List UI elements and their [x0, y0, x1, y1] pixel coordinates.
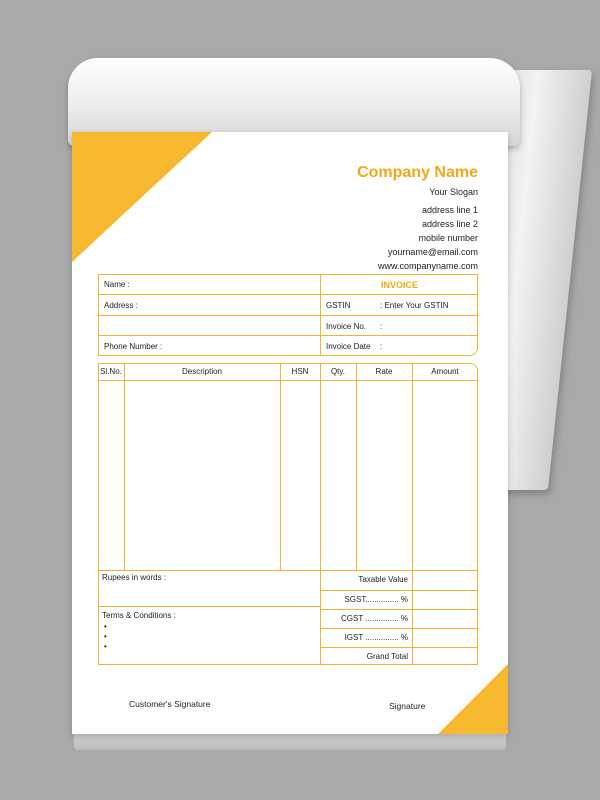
invoice-date-label: Invoice Date [326, 342, 371, 351]
invoice-no-label: Invoice No. [326, 322, 367, 331]
terms-bullet: • [104, 632, 107, 641]
company-block [357, 162, 478, 273]
signature-label: Signature [389, 701, 426, 711]
company-address-line-2: address line 2 [421, 219, 478, 229]
table-column-line [280, 363, 281, 570]
col-header-description: Description [181, 367, 222, 376]
totals-row-line [320, 590, 478, 591]
gstin-value: : Enter Your GSTIN [380, 301, 449, 310]
address-label: Address : [104, 301, 138, 310]
invoice-sheet [72, 132, 508, 734]
cgst-label: CGST ............... % [341, 614, 408, 623]
name-label: Name : [104, 280, 130, 289]
corner-triangle-bottom-right [438, 664, 508, 734]
invoice-date-separator: : [380, 342, 383, 351]
company-address-line-1: address line 1 [421, 205, 478, 215]
company-email: yourname@email.com [387, 247, 478, 257]
table-header-line [98, 380, 478, 381]
table-column-line [356, 363, 357, 570]
table-body-bottom-line [98, 570, 478, 571]
customer-signature-label: Customer's Signature [129, 699, 211, 709]
table-column-line [124, 363, 125, 570]
company-name: Company Name [357, 164, 478, 181]
company-website: www.companyname.com [377, 261, 478, 271]
grand-total-label: Grand Total [366, 652, 408, 661]
company-slogan: Your Slogan [429, 187, 478, 197]
corner-triangle-top-left [72, 132, 212, 262]
col-header-amount: Amount [431, 367, 459, 376]
rupees-in-words-label: Rupees in words : [102, 573, 167, 582]
totals-row-line [320, 609, 478, 610]
invoice-title: INVOICE [380, 280, 418, 290]
phone-label: Phone Number : [104, 342, 163, 351]
terms-label: Terms & Conditions : [102, 611, 176, 620]
invoice-no-separator: : [380, 322, 383, 331]
col-header-hsn: HSN [291, 367, 309, 376]
col-header-rate: Rate [375, 367, 393, 376]
totals-row-line [320, 647, 478, 648]
info-row-line [98, 294, 478, 295]
terms-bullet: • [104, 642, 107, 651]
table-column-line [412, 363, 413, 665]
gstin-label: GSTIN [326, 301, 351, 310]
col-header-slno: Sl.No. [100, 367, 122, 376]
totals-row-line [320, 628, 478, 629]
words-terms-divider [98, 606, 320, 607]
sgst-label: SGST............... % [344, 595, 408, 604]
terms-bullet: • [104, 622, 107, 631]
taxable-value-label: Taxable Value [358, 575, 408, 584]
info-row-line [98, 315, 478, 316]
info-row-line [98, 335, 478, 336]
igst-label: IGST ............... % [344, 633, 408, 642]
company-mobile: mobile number [418, 233, 478, 243]
col-header-qty: Qty. [330, 367, 346, 376]
